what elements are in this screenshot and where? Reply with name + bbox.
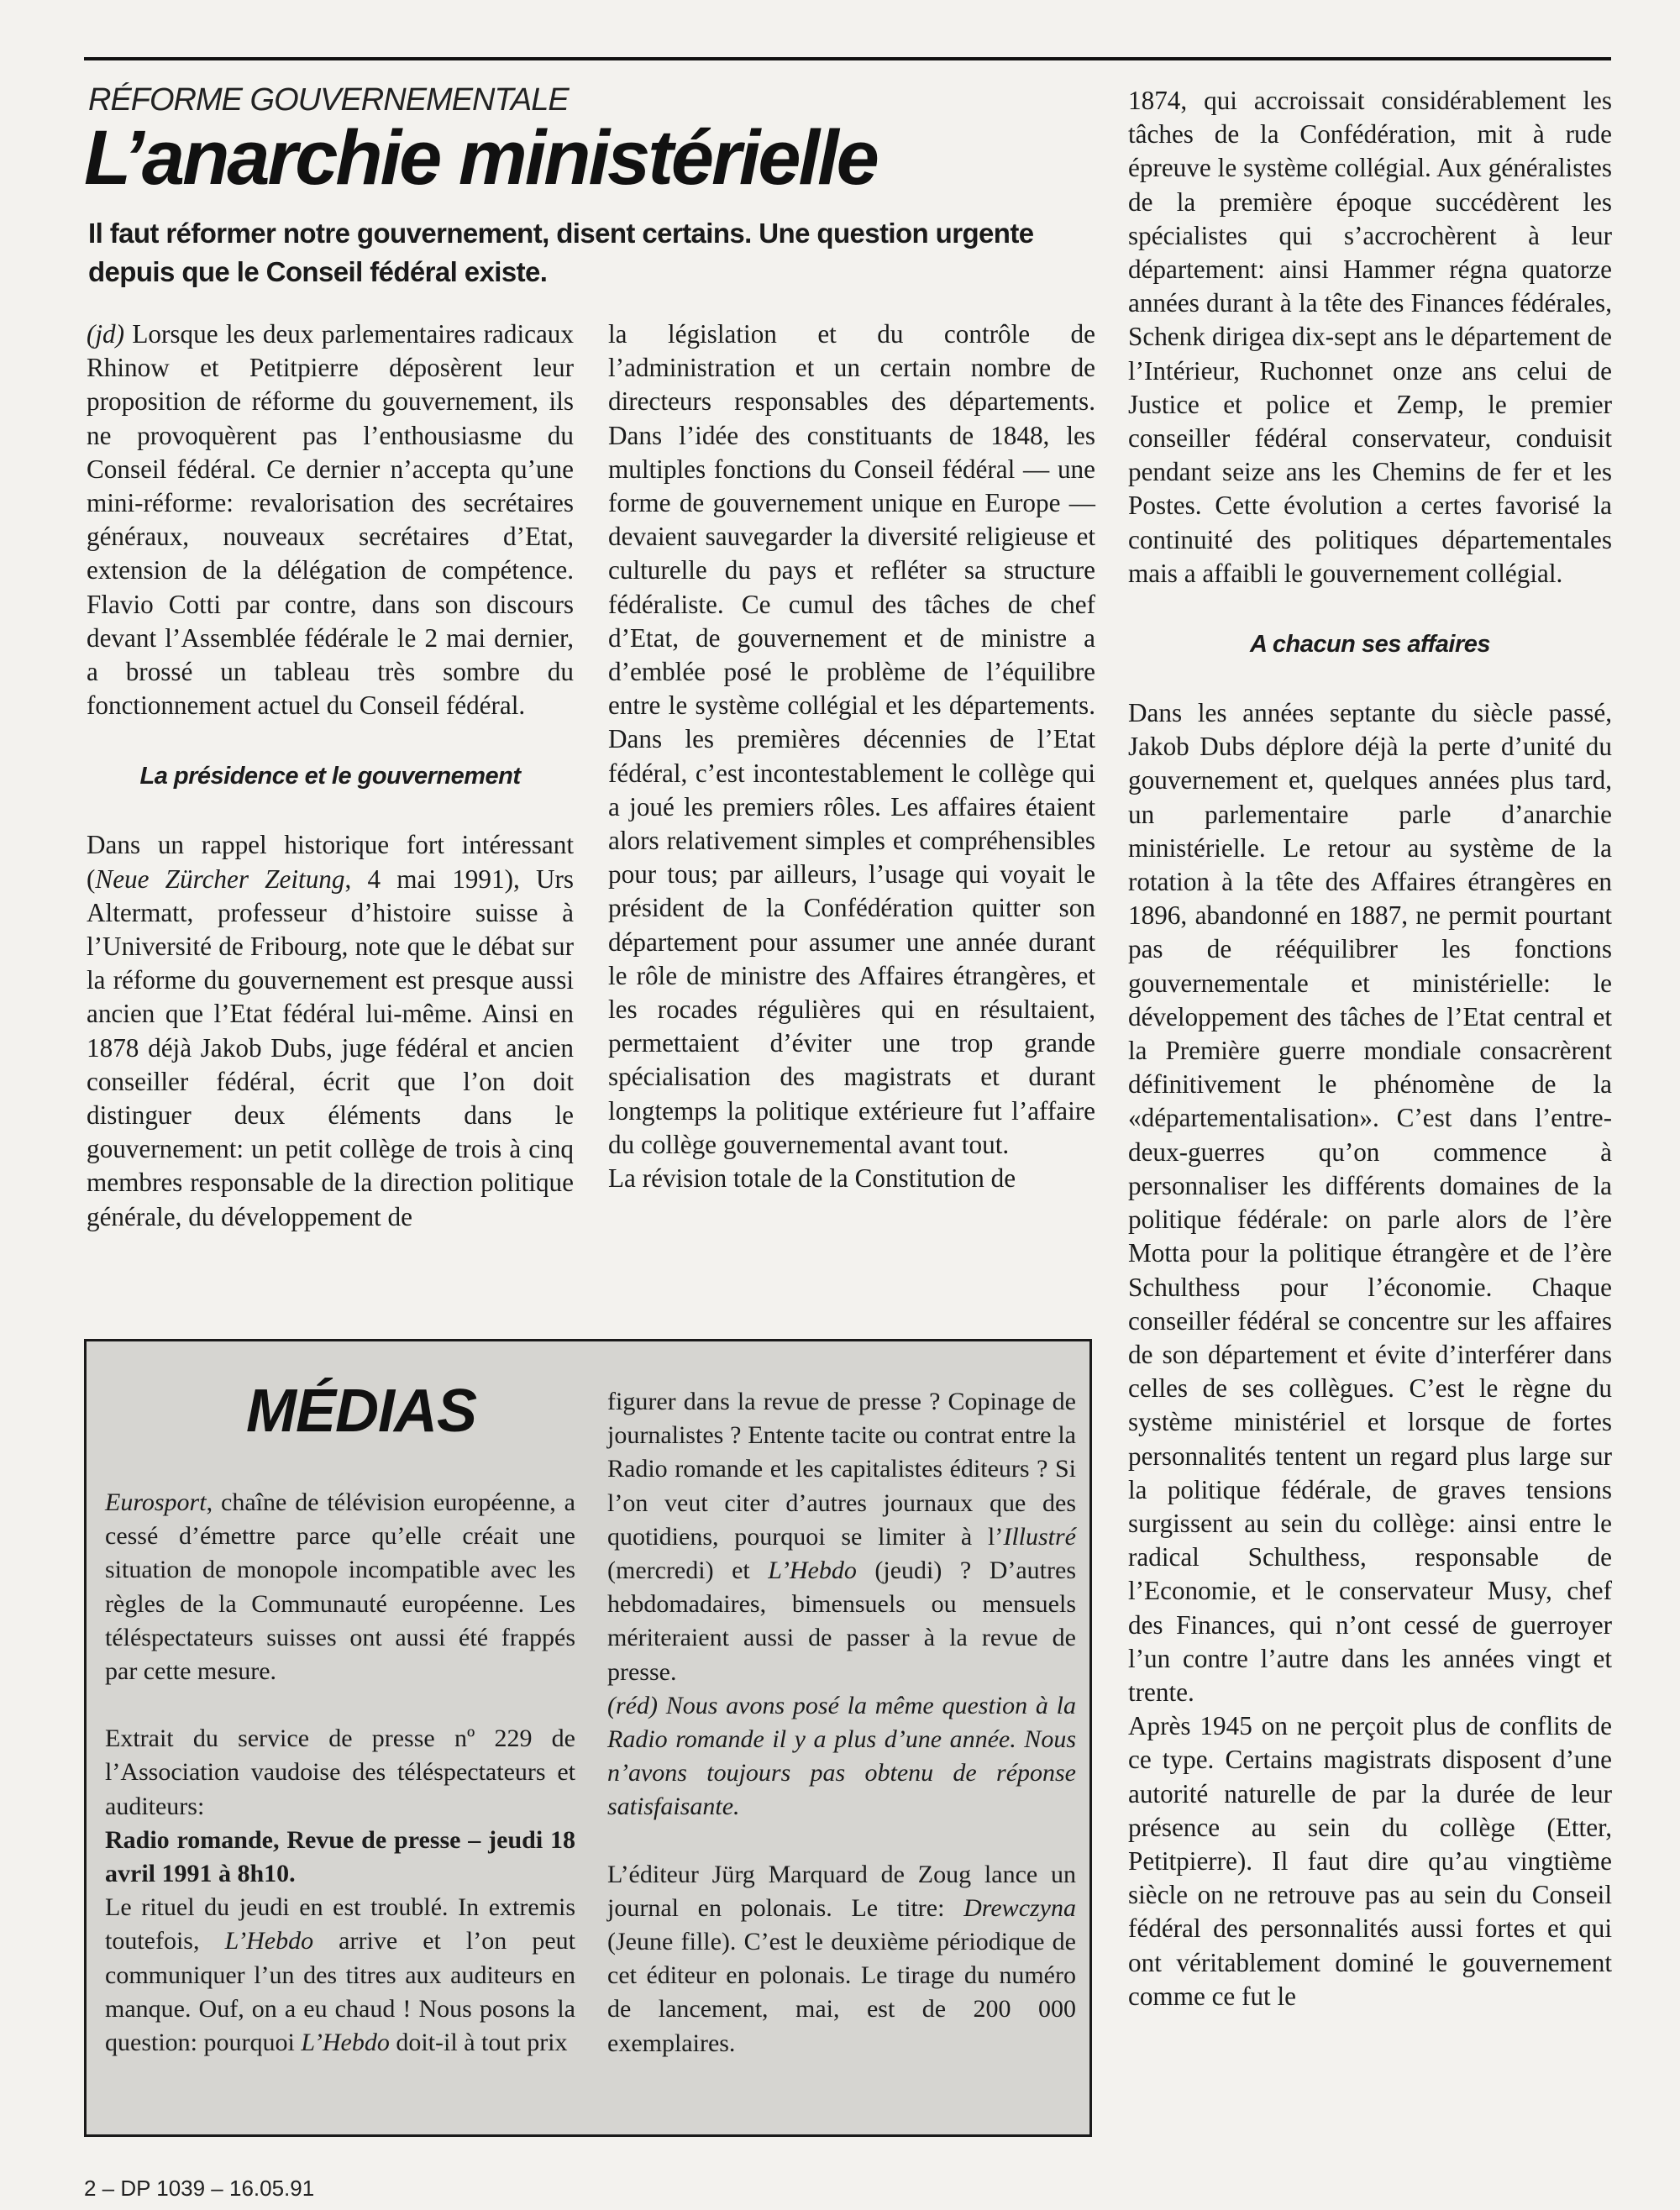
medias-paragraph: Radio romande, Revue de presse – jeudi 18 avril 1991 à 8h10.: [105, 1825, 575, 1888]
subheading: A chacun ses affaires: [1249, 631, 1491, 659]
medias-editor-note: (réd) Nous avons posé la même question à la Radio romande il y a plus d’une année. Nous n’avons toujours pas obtenu de réponse satisfaisante.: [607, 1691, 1076, 1821]
article-paragraph: Après 1945 on ne perçoit plus de conflits de ce type. Certains magistrats disposent d’une autorité naturelle de par la durée de leur présence au sein du collège (Etter, Petitpierre). Il faut dire qu’au vingtième siècle on ne retrouve pas au sein du Conseil fédéral des personnalités aussi fortes et qui ont véritablement dominé le gouvernement comme ce fut le: [1128, 1711, 1612, 2011]
article-paragraph: Dans un rappel historique fort intéressant (Neue Zürcher Zeitung, 4 mai 1991), Urs Altermatt, professeur d’histoire suisse à l’Université de Fribourg, note que le débat sur la réforme du gouvernement est presque aussi ancien que l’Etat fédéral lui-même. Ainsi en 1878 déjà Jakob Dubs, juge fédéral et ancien conseiller fédéral, écrit que l’on doit distinguer deux éléments dans le gouvernement: un petit collège de trois à cinq membres responsable de la direction politique générale, du développement de: [87, 830, 574, 1231]
medias-paragraph: Le rituel du jeudi en est troublé. In extremis toutefois, L’Hebdo arrive et l’on peut communiquer l’un des titres aux auditeurs en manque. Ouf, on a eu chaud ! Nous posons la question: pourquoi L’Hebdo doit-il à tout prix: [105, 1893, 575, 2057]
source-title: Neue Zürcher Zeitung: [95, 864, 345, 894]
medias-column-2: [607, 1385, 1076, 2060]
article-column-1: [87, 318, 574, 1234]
article-paragraph: (jd) Lorsque les deux parlementaires radicaux Rhinow et Petitpierre déposèrent leur proposition de réforme du gouvernement, ils ne provoquèrent pas l’enthousiasme du Conseil fédéral. Ce dernier n’accepta qu’une mini-réforme: revalorisation des secrétaires généraux, nouveaux secrétaires d’Etat, extension de la délégation de compétence. Flavio Cotti par contre, dans son discours devant l’Assemblée fédérale le 2 mai dernier, a brossé un tableau très sombre du fonctionnement actuel du Conseil fédéral.: [87, 319, 574, 721]
medias-column-1: [105, 1486, 575, 2060]
medias-paragraph: Eurosport, chaîne de télévision européenne, a cessé d’émettre parce qu’elle créait une situation de monopole incompatible avec les règles de la Communauté européenne. Les téléspectateurs suisses ont aussi été frappés par cette mesure.: [105, 1488, 575, 1686]
article-lead: Il faut réformer notre gouvernement, disent certains. Une question urgente depuis que le Conseil fédéral existe.: [88, 218, 1034, 287]
article-paragraph: 1874, qui accroissait considérablement les tâches de la Confédération, mit à rude épreuve le système collégial. Aux généralistes de la première époque succédèrent les spécialistes qui s’accrochèrent à leur département: ainsi Hammer régna quatorze années durant à la tête des Finances fédérales, Schenk dirigea dix-sept ans le département de l’Intérieur, Ruchonnet onze ans celui de Justice et police et Zemp, le premier conseiller fédéral conservateur, conduisit pendant seize ans les Chemins de fer et les Postes. Cette évolution a certes favorisé la continuité des politiques départementales mais a affaibli le gouvernement collégial.: [1128, 86, 1612, 588]
author-tag: (jd): [87, 319, 125, 349]
article-headline: L’anarchie ministérielle: [84, 115, 877, 201]
medias-paragraph: figurer dans la revue de presse ? Copinage de journalistes ? Entente tacite ou contrat entre la Radio romande et les capitalistes éditeurs ? Si l’on veut citer d’autres journaux que des quotidiens, pourquoi se limiter à l’Illustré (mercredi) et L’Hebdo (jeudi) ? D’autres hebdomadaires, bimensuels ou mensuels mériteraient aussi de passer à la revue de presse.: [607, 1388, 1076, 1686]
article-column-2: [608, 318, 1095, 1195]
page-folio: 2 – DP 1039 – 16.05.91: [84, 2176, 315, 2201]
article-paragraph: la législation et du contrôle de l’administration et un certain nombre de directeurs responsables des départements. Dans l’idée des constituants de 1848, les multiples fonctions du Conseil fédéral — une forme de gouvernement unique en Europe — devaient sauvegarder la diversité religieuse et culturelle du pays et refléter sa structure fédéraliste. Ce cumul des tâches de chef d’Etat, de gouvernement et de ministre a d’emblée posé le problème de l’équilibre entre le système collégial et les départements. Dans les premières décennies de l’Etat fédéral, c’est incontestablement le collège qui a joué les premiers rôles. Les affaires étaient alors relativement simples et compréhensibles pour tous; par ailleurs, l’usage qui voyait le président de la Confédération quitter son département pour assumer une année durant le rôle de ministre des Affaires étrangères, et les rocades régulières qui en résultaient, permettaient d’éviter une trop grande spécialisation des magistrats et durant longtemps la politique extérieure fut l’affaire du collège gouvernemental avant tout.: [608, 319, 1095, 1159]
medias-paragraph: L’éditeur Jürg Marquard de Zoug lance un journal en polonais. Le titre: Drewczyna (Jeune fille). C’est le deuxième périodique de cet éditeur en polonais. Le tirage du numéro de lancement, mai, est de 200 000 exemplaires.: [607, 1860, 1076, 2057]
medias-paragraph: Extrait du service de presse nº 229 de l’Association vaudoise des téléspectateurs et auditeurs:: [105, 1724, 575, 1820]
article-paragraph: La révision totale de la Constitution de: [608, 1163, 1016, 1194]
article-kicker: RÉFORME GOUVERNEMENTALE: [88, 82, 569, 118]
medias-box: [84, 1339, 1092, 2137]
article-paragraph: Dans les années septante du siècle passé, Jakob Dubs déplore déjà la perte d’unité du gouvernement et, quelques années plus tard, un parlementaire parle d’anarchie ministérielle. Le retour au système de la rotation à la tête des Affaires étrangères en 1896, abandonné en 1887, ne permit pourtant pas de rééquilibrer les fonctions gouvernementale et ministérielle: le développement des tâches de l’Etat central et la Première guerre mondiale consacrèrent définitivement le phénomène de la «départementalisation». C’est dans l’entre-deux-guerres qu’on commence à personnaliser les différents domaines de la politique fédérale: on parle alors de l’ère Motta pour la politique étrangère et de l’ère Schulthess pour l’économie. Chaque conseiller fédéral se concentre sur les affaires de son département et évite d’interférer dans celles de ses collègues. C’est le règne du système ministériel et lorsque de fortes personnalités tentent un regard plus large sur la politique fédérale, de graves tensions surgissent au sein du collège: ainsi entre le radical Schulthess, responsable de l’Economie, et le conservateur Musy, chef des Finances, qui n’ont cessé de guerroyer l’un contre l’autre dans les années vingt et trente.: [1128, 698, 1612, 1707]
medias-title: MÉDIAS: [246, 1378, 477, 1445]
top-rule: [84, 57, 1611, 60]
subheading: La présidence et le gouvernement: [139, 763, 521, 790]
article-column-3: [1128, 84, 1612, 2013]
